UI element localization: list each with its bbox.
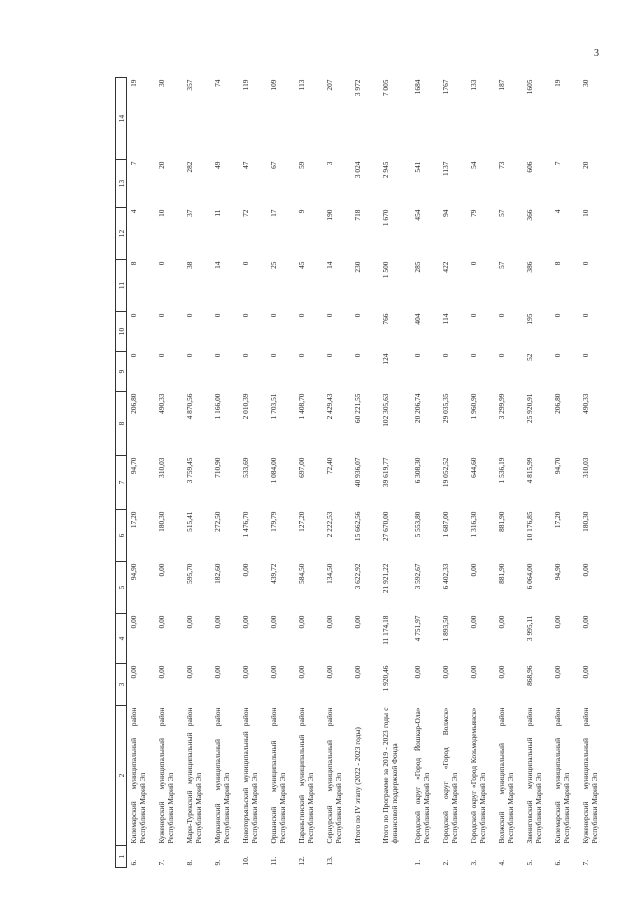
cell-value: 0,00: [581, 615, 590, 629]
cell-value: 67: [269, 161, 278, 169]
row-name: Городской округ «Город Козьмодемьянск» Республики Марий Эл: [469, 707, 487, 844]
cell-value: 0,00: [497, 665, 506, 679]
row-index: 12.: [297, 856, 306, 866]
col-header: 1: [116, 846, 127, 868]
cell-value: 1 893,50: [441, 615, 450, 642]
cell-value: 0,00: [325, 665, 334, 679]
cell-value: 1 084,00: [269, 457, 278, 484]
col-header: 12: [116, 208, 127, 260]
table-row: [495, 78, 523, 868]
cell-value: 0: [581, 313, 590, 318]
cell-value: 134,50: [325, 563, 334, 584]
cell-value: 94,90: [553, 563, 562, 581]
program-table: [115, 77, 607, 868]
cell-value: 14: [213, 261, 222, 269]
cell-value: 4 815,99: [525, 457, 534, 484]
row-name: Волжский муниципальный район Республики Марий Эл: [497, 707, 515, 844]
cell-value: 27 670,00: [381, 511, 390, 542]
cell-value: 10 176,85: [525, 511, 534, 542]
cell-value: 0: [129, 313, 138, 318]
cell-value: 17: [269, 209, 278, 217]
cell-value: 6 308,30: [413, 457, 422, 484]
cell-value: 2 222,53: [325, 511, 334, 538]
cell-value: 0: [469, 313, 478, 318]
table-row: [467, 78, 495, 868]
col-header: 8: [116, 392, 127, 456]
cell-value: 1684: [413, 79, 422, 95]
row-name: Параньгинский муниципальный район Республики Марий Эл: [297, 707, 315, 844]
cell-value: 40 936,07: [353, 457, 362, 488]
cell-value: 19: [129, 79, 138, 87]
cell-value: 0,00: [213, 665, 222, 679]
cell-value: 0,00: [241, 615, 250, 629]
row-name: Городской округ «Город Йошкар-Ола» Республики Марий Эл: [413, 707, 431, 844]
cell-value: 515,41: [185, 511, 194, 532]
row-index: 4.: [497, 859, 506, 866]
cell-value: 3 299,99: [497, 393, 506, 420]
cell-value: 0,00: [353, 665, 362, 679]
cell-value: 45: [297, 261, 306, 269]
cell-value: 0: [581, 261, 590, 266]
cell-value: 0,00: [157, 665, 166, 679]
cell-value: 11 174,18: [381, 615, 390, 645]
cell-value: 0,00: [325, 615, 334, 629]
row-name: Новоторъяльский муниципальный район Республики Марий Эл: [241, 707, 259, 844]
cell-value: 404: [413, 313, 422, 325]
cell-value: 8: [129, 261, 138, 266]
table-row: [155, 78, 183, 868]
cell-value: 2 429,43: [325, 393, 334, 420]
cell-value: 73: [497, 161, 506, 169]
cell-value: 20: [581, 161, 590, 169]
cell-value: 1 408,70: [297, 393, 306, 420]
cell-value: 0,00: [269, 615, 278, 629]
cell-value: 206,80: [553, 393, 562, 414]
cell-value: 533,69: [241, 457, 250, 478]
row-name: Килемарский муниципальный район Республики Марий Эл: [553, 707, 571, 844]
col-header: 6: [116, 510, 127, 562]
col-header: 2: [116, 706, 127, 846]
row-index: 6.: [129, 859, 138, 866]
cell-value: 0: [213, 313, 222, 318]
cell-value: 0,00: [269, 665, 278, 679]
cell-value: 0,00: [129, 615, 138, 629]
cell-value: 766: [381, 313, 390, 325]
cell-value: 25: [269, 261, 278, 269]
cell-value: 0,00: [157, 615, 166, 629]
cell-value: 0,00: [297, 615, 306, 629]
table-row: [211, 78, 239, 868]
cell-value: 0: [325, 313, 334, 318]
cell-value: 1 316,30: [469, 511, 478, 538]
cell-value: 15 662,56: [353, 511, 362, 542]
row-index: 9.: [213, 859, 222, 866]
cell-value: 94: [441, 209, 450, 217]
cell-value: 9: [297, 209, 306, 214]
cell-value: 182,60: [213, 563, 222, 584]
col-header: 10: [116, 312, 127, 352]
cell-value: 52: [525, 353, 534, 361]
cell-value: 79: [469, 209, 478, 217]
cell-value: 6 402,33: [441, 563, 450, 590]
cell-value: 17,20: [553, 511, 562, 529]
row-name: Килемарский муниципальный район Республики Марий Эл: [129, 707, 147, 844]
cell-value: 190: [325, 209, 334, 221]
table-row: [295, 78, 323, 868]
cell-value: 1 703,51: [269, 393, 278, 420]
cell-value: 386: [525, 261, 534, 273]
cell-value: 10: [581, 209, 590, 217]
cell-value: 3 972: [353, 79, 362, 97]
table-row: [411, 78, 439, 868]
cell-value: 0,00: [553, 615, 562, 629]
cell-value: 0,00: [353, 615, 362, 629]
cell-value: 2 010,39: [241, 393, 250, 420]
cell-value: 17,20: [129, 511, 138, 529]
cell-value: 0: [157, 261, 166, 266]
cell-value: 109: [269, 79, 278, 91]
cell-value: 490,33: [157, 393, 166, 414]
cell-value: 0,00: [469, 665, 478, 679]
row-index: 3.: [469, 859, 478, 866]
cell-value: 8: [553, 261, 562, 266]
cell-value: 1137: [441, 161, 450, 177]
cell-value: 439,72: [269, 563, 278, 584]
row-name: Городской округ «Город Волжск» Республики Марий Эл: [441, 707, 459, 844]
cell-value: 0: [441, 353, 450, 358]
cell-value: 1767: [441, 79, 450, 95]
cell-value: 1 670: [381, 209, 390, 227]
cell-value: 20 206,74: [413, 393, 422, 424]
row-name: Сернурский муниципальный район Республики Марий Эл: [325, 707, 343, 844]
cell-value: 606: [525, 161, 534, 173]
cell-value: 0: [297, 353, 306, 358]
cell-value: 4 870,56: [185, 393, 194, 420]
cell-value: 0: [469, 261, 478, 266]
table-row: [323, 78, 351, 868]
cell-value: 1 960,90: [469, 393, 478, 420]
row-name: Итого по Программе за 2019 - 2023 годы с финансовой поддержкой Фонда: [381, 707, 399, 844]
col-header: 14: [116, 78, 127, 160]
cell-value: 4: [553, 209, 562, 214]
cell-value: 868,96: [525, 665, 534, 686]
row-index: 2.: [441, 859, 450, 866]
cell-value: 718: [353, 209, 362, 221]
cell-value: 0,00: [129, 665, 138, 679]
cell-value: 0: [297, 313, 306, 318]
cell-value: 1 166,00: [213, 393, 222, 420]
col-header: 13: [116, 160, 127, 208]
cell-value: 25 920,91: [525, 393, 534, 424]
cell-value: 0,00: [441, 665, 450, 679]
cell-value: 422: [441, 261, 450, 273]
cell-value: 285: [413, 261, 422, 273]
cell-value: 59: [297, 161, 306, 169]
cell-value: 3 995,11: [525, 615, 534, 642]
table-row: [379, 78, 411, 868]
row-index: 10.: [241, 856, 250, 866]
cell-value: 114: [441, 313, 450, 325]
cell-value: 0,00: [185, 615, 194, 629]
cell-value: 0,00: [241, 665, 250, 679]
cell-value: 697,00: [297, 457, 306, 478]
cell-value: 57: [497, 209, 506, 217]
cell-value: 0: [269, 313, 278, 318]
cell-value: 0: [213, 353, 222, 358]
cell-value: 94,70: [129, 457, 138, 475]
cell-value: 0: [241, 313, 250, 318]
row-name: Итого по IV этапу (2022 - 2023 годы): [353, 727, 362, 844]
cell-value: 0,00: [469, 563, 478, 577]
cell-value: 124: [381, 353, 390, 365]
cell-value: 3 024: [353, 161, 362, 179]
cell-value: 7 005: [381, 79, 390, 97]
cell-value: 0: [413, 353, 422, 358]
table-row: [267, 78, 295, 868]
cell-value: 1 500: [381, 261, 390, 279]
cell-value: 7: [553, 161, 562, 166]
row-name: Куженерский муниципальный район Республики Марий Эл: [157, 707, 175, 844]
cell-value: 38: [185, 261, 194, 269]
row-name: Моркинский муниципальный район Республики Марий Эл: [213, 707, 231, 844]
row-index: 5.: [525, 859, 534, 866]
cell-value: 207: [325, 79, 334, 91]
cell-value: 710,90: [213, 457, 222, 478]
cell-value: 0: [129, 353, 138, 358]
cell-value: 541: [413, 161, 422, 173]
cell-value: 14: [325, 261, 334, 269]
cell-value: 0: [353, 353, 362, 358]
cell-value: 0: [553, 313, 562, 318]
row-index: 13.: [325, 856, 334, 866]
cell-value: 0,00: [581, 665, 590, 679]
cell-value: 3: [325, 161, 334, 166]
cell-value: 39 619,77: [381, 457, 390, 488]
row-index: 6.: [553, 859, 562, 866]
col-header: 3: [116, 664, 127, 706]
row-name: Мари-Турекский муниципальный район Республики Марий Эл: [185, 707, 203, 844]
cell-value: 10: [157, 209, 166, 217]
cell-value: 0,00: [553, 665, 562, 679]
cell-value: 127,20: [297, 511, 306, 532]
table-row: [127, 78, 156, 868]
cell-value: 57: [497, 261, 506, 269]
cell-value: 454: [413, 209, 422, 221]
cell-value: 187: [497, 79, 506, 91]
cell-value: 60 221,55: [353, 393, 362, 424]
row-name: Оршанский муниципальный район Республики Марий Эл: [269, 707, 287, 844]
header-row: [116, 78, 127, 868]
cell-value: 0: [157, 353, 166, 358]
cell-value: 0: [325, 353, 334, 358]
cell-value: 0,00: [241, 563, 250, 577]
cell-value: 133: [469, 79, 478, 91]
cell-value: 881,90: [497, 563, 506, 584]
cell-value: 119: [241, 79, 250, 91]
cell-value: 74: [213, 79, 222, 87]
cell-value: 1605: [525, 79, 534, 95]
row-name: Звениговский муниципальный район Республики Марий Эл: [525, 707, 543, 844]
row-index: 8.: [185, 859, 194, 866]
cell-value: 3 622,92: [353, 563, 362, 590]
row-index: [379, 846, 411, 868]
cell-value: 1 687,00: [441, 511, 450, 538]
col-header: 11: [116, 260, 127, 312]
table-row: [351, 78, 379, 868]
table-row: [439, 78, 467, 868]
cell-value: 0,00: [469, 615, 478, 629]
row-index: [351, 846, 379, 868]
cell-value: 0: [353, 313, 362, 318]
cell-value: 0,00: [297, 665, 306, 679]
cell-value: 19 052,52: [441, 457, 450, 488]
cell-value: 54: [469, 161, 478, 169]
cell-value: 0: [185, 313, 194, 318]
cell-value: 11: [213, 209, 222, 217]
row-index: 7.: [581, 859, 590, 866]
cell-value: 1 476,70: [241, 511, 250, 538]
cell-value: 94,90: [129, 563, 138, 581]
cell-value: 37: [185, 209, 194, 217]
col-header: 5: [116, 562, 127, 614]
cell-value: 0: [581, 353, 590, 358]
cell-value: 0,00: [413, 665, 422, 679]
cell-value: 49: [213, 161, 222, 169]
cell-value: 282: [185, 161, 194, 173]
cell-value: 179,79: [269, 511, 278, 532]
cell-value: 0,00: [497, 615, 506, 629]
cell-value: 5 553,80: [413, 511, 422, 538]
col-header: 7: [116, 456, 127, 510]
cell-value: 94,70: [553, 457, 562, 475]
table-row: [183, 78, 211, 868]
table-row: [551, 78, 579, 868]
row-name: Куженерский муниципальный район Республики Марий Эл: [581, 707, 599, 844]
cell-value: 0: [157, 313, 166, 318]
row-index: 11.: [269, 856, 278, 866]
page-number: 3: [594, 48, 599, 59]
cell-value: 2 945: [381, 161, 390, 179]
cell-value: 21 921,22: [381, 563, 390, 594]
cell-value: 0: [185, 353, 194, 358]
cell-value: 595,70: [185, 563, 194, 584]
table-row: [523, 78, 551, 868]
cell-value: 1 536,19: [497, 457, 506, 484]
cell-value: 0,00: [185, 665, 194, 679]
cell-value: 272,50: [213, 511, 222, 532]
table-row: [239, 78, 267, 868]
cell-value: 3 759,45: [185, 457, 194, 484]
cell-value: 490,33: [581, 393, 590, 414]
cell-value: 180,30: [581, 511, 590, 532]
row-index: 7.: [157, 859, 166, 866]
cell-value: 357: [185, 79, 194, 91]
cell-value: 0,00: [157, 563, 166, 577]
cell-value: 4: [129, 209, 138, 214]
cell-value: 195: [525, 313, 534, 325]
col-header: 4: [116, 614, 127, 664]
cell-value: 19: [553, 79, 562, 87]
cell-value: 0: [497, 353, 506, 358]
cell-value: 180,30: [157, 511, 166, 532]
cell-value: 29 035,35: [441, 393, 450, 424]
cell-value: 4 751,97: [413, 615, 422, 642]
cell-value: 113: [297, 79, 306, 91]
cell-value: 310,03: [157, 457, 166, 478]
cell-value: 0: [241, 261, 250, 266]
cell-value: 1 920,46: [381, 665, 390, 692]
cell-value: 366: [525, 209, 534, 221]
cell-value: 20: [157, 161, 166, 169]
cell-value: 30: [581, 79, 590, 87]
col-header: 9: [116, 352, 127, 392]
table-row: [579, 78, 607, 868]
cell-value: 0,00: [213, 615, 222, 629]
row-index: 1.: [413, 859, 422, 866]
cell-value: 0: [269, 353, 278, 358]
cell-value: 0: [553, 353, 562, 358]
cell-value: 102 305,63: [381, 393, 390, 427]
table-body: [127, 78, 608, 868]
cell-value: 47: [241, 161, 250, 169]
cell-value: 881,90: [497, 511, 506, 532]
cell-value: 644,60: [469, 457, 478, 478]
cell-value: 0: [497, 313, 506, 318]
cell-value: 310,03: [581, 457, 590, 478]
cell-value: 72,40: [325, 457, 334, 475]
cell-value: 3 592,67: [413, 563, 422, 590]
cell-value: 0,00: [581, 563, 590, 577]
rotated-table-container: [115, 78, 601, 868]
cell-value: 230: [353, 261, 362, 273]
cell-value: 7: [129, 161, 138, 166]
cell-value: 0: [469, 353, 478, 358]
cell-value: 584,50: [297, 563, 306, 584]
cell-value: 72: [241, 209, 250, 217]
cell-value: 30: [157, 79, 166, 87]
cell-value: 0: [241, 353, 250, 358]
cell-value: 6 064,00: [525, 563, 534, 590]
cell-value: 206,80: [129, 393, 138, 414]
